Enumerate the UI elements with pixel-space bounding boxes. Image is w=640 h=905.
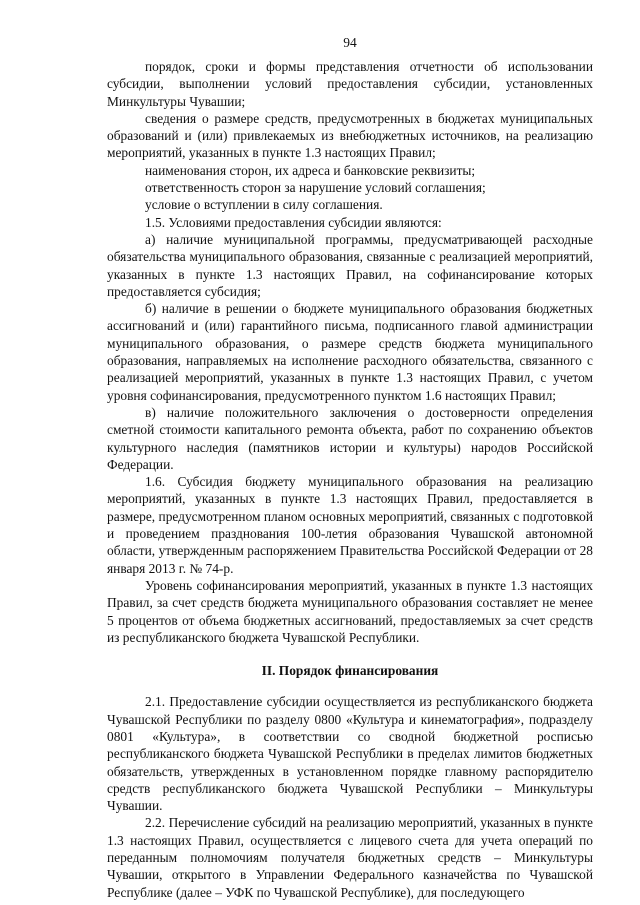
page-number: 94 [343, 35, 357, 50]
paragraph: ответственность сторон за нарушение условий соглашения; [145, 180, 486, 196]
paragraph: а) наличие муниципальной программы, предусматривающей расходные обязательства муниципального образования, связанные с реализацией мероприятий, указанных в пункте 1.3 настоящих Правил, на софинансирование которых предоставляется субсидия; [107, 231, 593, 299]
paragraph: 2.1. Предоставление субсидии осуществляется из республиканского бюджета Чувашской Республики по разделу 0800 «Культура и кинематография», подразделу 0801 «Культура», в соответствии со сводной бюджетной росписью республиканского бюджета Чувашской Республики в пределах лимитов бюджетных обязательств, утвержденных в установленном порядке главному распорядителю средств республиканского бюджета Чувашской Республики – Минкультуры Чувашии. [107, 694, 593, 814]
paragraph: б) наличие в решении о бюджете муниципального образования бюджетных ассигнований и (или) гарантийного письма, подписанного главой администрации муниципального образования, о размере средств бюджета муниципального образования, направляемых на исполнение расходного обязательства, связанного с реализацией мероприятий, указанных в пункте 1.3 настоящих Правил, с учетом уровня софинансирования, предусмотренного пунктом 1.6 настоящих Правил; [107, 301, 593, 403]
text-block-bottom [107, 693, 593, 901]
paragraph: порядок, сроки и формы представления отчетности об использовании субсидии, выполнении условий предоставления субсидии, установленных Минкультуры Чувашии; [107, 59, 593, 109]
paragraph: в) наличие положительного заключения о достоверности определения сметной стоимости капитального ремонта объекта, работ по сохранению объектов культурного наследия (памятников истории и культуры) народов Российской Федерации. [107, 404, 593, 472]
section-heading: II. Порядок финансирования [261, 663, 439, 679]
paragraph: условие о вступлении в силу соглашения. [145, 197, 383, 213]
paragraph: сведения о размере средств, предусмотренных в бюджетах муниципальных образований и (или) привлекаемых из внебюджетных источников, на реализацию мероприятий, указанных в пункте 1.3 настоящих Правил; [107, 110, 593, 161]
text-block-top [107, 58, 593, 646]
paragraph: 1.6. Субсидия бюджету муниципального образования на реализацию мероприятий, указанных в пункте 1.3 настоящих Правил, предоставляется в размере, предусмотренном планом основных мероприятий, связанных с подготовкой и проведением празднования 100-летия образования Чувашской автономной области, утвержденным распоряжением Правительства Российской Федерации от 28 января 2013 г. № 74-р. [107, 474, 593, 576]
paragraph: Уровень софинансирования мероприятий, указанных в пункте 1.3 настоящих Правил, за счет средств бюджета муниципального образования составляет не менее 5 процентов от объема бюджетных ассигнований, предоставляемых за счет средств из республиканского бюджета Чувашской Республики. [107, 577, 593, 645]
paragraph: 2.2. Перечисление субсидий на реализацию мероприятий, указанных в пункте 1.3 настоящих Правил, осуществляется с лицевого счета для учета операций по переданным полномочиям получателя бюджетных средств – Минкультуры Чувашии, открытого в Управлении Федерального казначейства по Чувашской Республике (далее – УФК по Чувашской Республике), для последующего [107, 815, 593, 900]
document-page [107, 34, 593, 901]
paragraph: 1.5. Условиями предоставления субсидии являются: [145, 214, 442, 230]
paragraph: наименования сторон, их адреса и банковские реквизиты; [145, 162, 476, 178]
